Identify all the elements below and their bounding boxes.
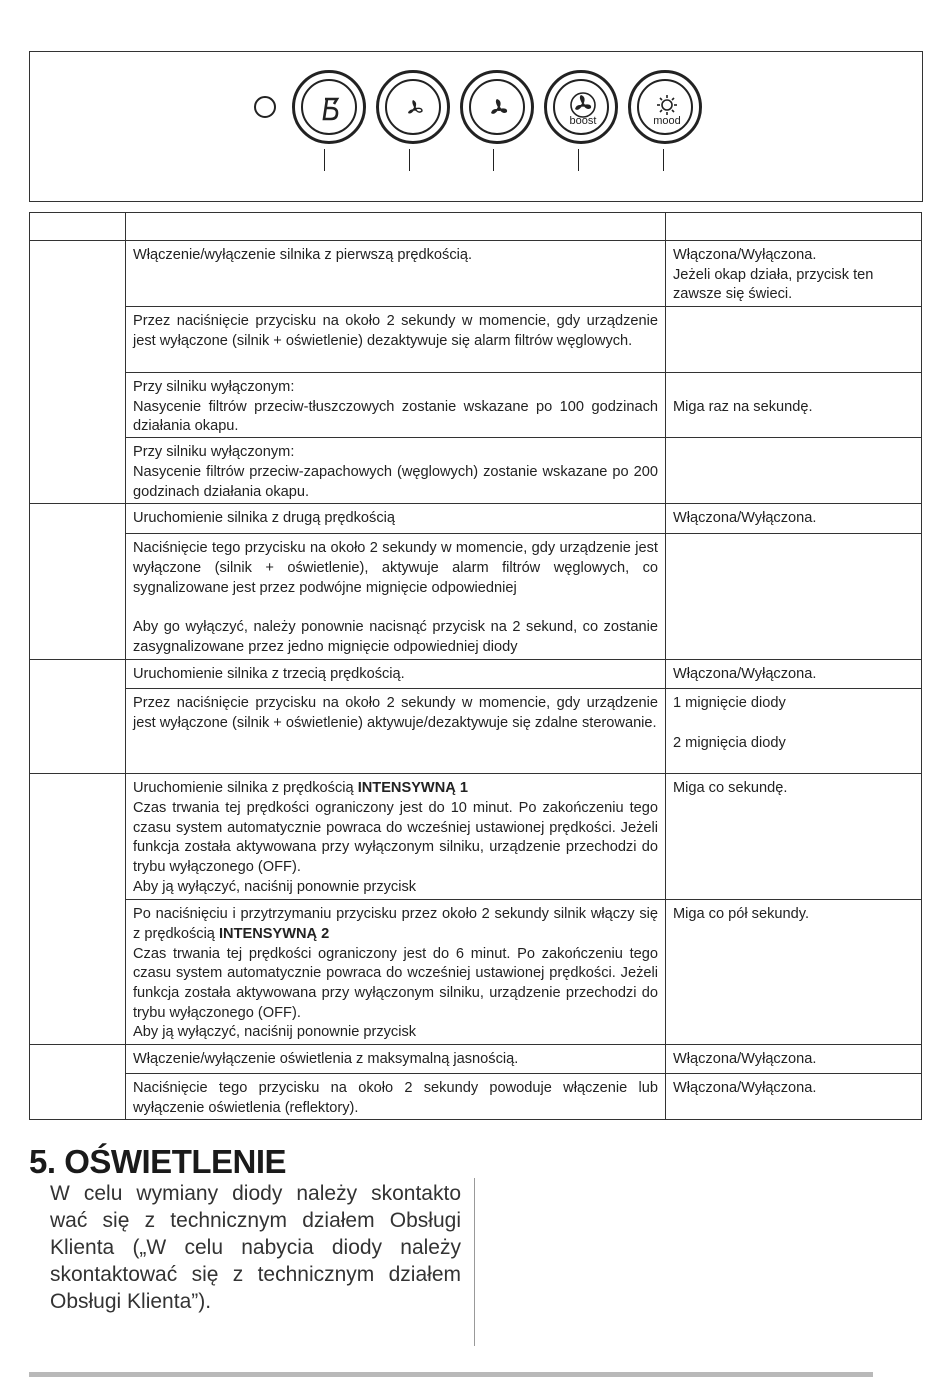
status-led [254, 96, 276, 118]
table-row [30, 534, 922, 660]
status-cell: Włączona/Wyłączona. [666, 504, 922, 534]
leader-line [663, 149, 664, 171]
status-cell: Miga co pół sekundy. [666, 900, 922, 1045]
description-cell: Uruchomienie silnika z drugą prędkością [126, 504, 666, 534]
table-row [30, 438, 922, 504]
leader-line [409, 149, 410, 171]
fan-small-icon [387, 81, 443, 137]
footer-rule [29, 1372, 873, 1377]
status-cell: Włączona/Wyłączona. Jeżeli okap działa, przycisk ten zawsze się świeci. [666, 241, 922, 307]
light-icon [639, 81, 695, 137]
description-cell: Po naciśnięciu i przytrzymaniu przycisku przez około 2 sekundy silnik włączy się z prędkością INTENSYWNĄ 2 Czas trwania tej prędkości ograniczony jest do 6 minut. Po zakończeniu tego czasu system automatycznie powraca do wcześniej ustawionej prędkości. Jeżeli funkcja została aktywowana przy wyłączonym silniku, urządzenie przechodzi do trybu wyłączonego (OFF). Aby ją wyłączyć, naciśnij ponownie przycisk [126, 900, 666, 1045]
speed-2-button [460, 70, 534, 144]
table-row [30, 660, 922, 689]
status-cell [666, 307, 922, 373]
description-cell: Przy silniku wyłączonym: Nasycenie filtrów przeciw-zapachowych (węglowych) zostanie wskazane po 200 godzinach działania okapu. [126, 438, 666, 504]
table-row [30, 1045, 922, 1074]
status-cell: Włączona/Wyłączona. [666, 1045, 922, 1074]
leader-line [578, 149, 579, 171]
filter-icon [303, 81, 359, 137]
button-cell [30, 660, 126, 774]
boost-label: boost [569, 115, 597, 127]
table-row [30, 774, 922, 900]
table-row [30, 504, 922, 534]
mood-label: mood [653, 115, 681, 127]
description-cell: Naciśnięcie tego przycisku na około 2 sekundy w momencie, gdy urządzenie jest wyłączone (silnik + oświetlenie), aktywuje alarm filtrów węglowych, co sygnalizowane jest przez podwójne mignięcie odpowiedniej Aby go wyłączyć, należy ponownie nacisnąć przycisk na 2 sekund, co zostanie zasygnalizowane przez jedno mignięcie odpowiedniej diody [126, 534, 666, 660]
status-cell: Miga co sekundę. [666, 774, 922, 900]
table-row [30, 689, 922, 774]
status-cell [666, 534, 922, 660]
filter-button [292, 70, 366, 144]
table-row [30, 307, 922, 373]
leader-line [324, 149, 325, 171]
fan-boost-icon [555, 81, 611, 137]
button-cell [30, 774, 126, 1045]
table-row [30, 900, 922, 1045]
button-cell [30, 1045, 126, 1119]
control-panel-illustration [29, 51, 923, 202]
mood-button [628, 70, 702, 144]
description-cell: Przez naciśnięcie przycisku na około 2 sekundy w momencie, gdy urządzenie jest wyłączone (silnik + oświetlenie) dezaktywuje się alarm filtrów węglowych. [126, 307, 666, 373]
table-row [30, 373, 922, 438]
leader-line [493, 149, 494, 171]
description-cell: Włączenie/wyłączenie oświetlenia z maksymalną jasnością. [126, 1045, 666, 1074]
status-cell: Włączona/Wyłączona. [666, 1074, 922, 1119]
boost-button [544, 70, 618, 144]
button-cell [30, 504, 126, 660]
description-cell: Uruchomienie silnika z prędkością INTENSYWNĄ 1 Czas trwania tej prędkości ograniczony jest do 10 minut. Po zakończeniu tego czasu system automatycznie powraca do wcześniej ustawionej prędkości. Jeżeli funkcja została aktywowana przy wyłączonym silniku, urządzenie przechodzi do trybu wyłączonego (OFF). Aby ją wyłączyć, naciśnij ponownie przycisk [126, 774, 666, 900]
description-cell: Przez naciśnięcie przycisku na około 2 sekundy w momencie, gdy urządzenie jest wyłączone (silnik + oświetlenie) aktywuje/dezaktywuje się zdalne sterowanie. [126, 689, 666, 774]
status-cell: Miga raz na sekundę. [666, 373, 922, 438]
function-table [29, 212, 922, 1120]
speed-1-button [376, 70, 450, 144]
status-cell: 1 mignięcie diody 2 mignięcia diody [666, 689, 922, 774]
fan-medium-icon [471, 81, 527, 137]
description-cell: Naciśnięcie tego przycisku na około 2 sekundy powoduje włączenie lub wyłączenie oświetlenia (reflektory). [126, 1074, 666, 1119]
button-cell [30, 241, 126, 504]
section-body: W celu wymiany diody należy skontakto wać się z technicznym działem Obsługi Klienta („W celu nabycia diody należy skontaktować się z technicznym działem Obsługi Klienta”). [50, 1182, 461, 1313]
description-cell: Uruchomienie silnika z trzecią prędkością. [126, 660, 666, 689]
table-row [30, 241, 922, 307]
column-divider [474, 1178, 475, 1346]
status-cell: Włączona/Wyłączona. [666, 660, 922, 689]
description-cell: Włączenie/wyłączenie silnika z pierwszą prędkością. [126, 241, 666, 307]
table-row [30, 1074, 922, 1119]
section-title: 5. OŚWIETLENIE [29, 1143, 287, 1180]
description-cell: Przy silniku wyłączonym: Nasycenie filtrów przeciw-tłuszczowych zostanie wskazane po 100 godzinach działania okapu. [126, 373, 666, 438]
table-header-row [30, 213, 922, 241]
status-cell [666, 438, 922, 504]
